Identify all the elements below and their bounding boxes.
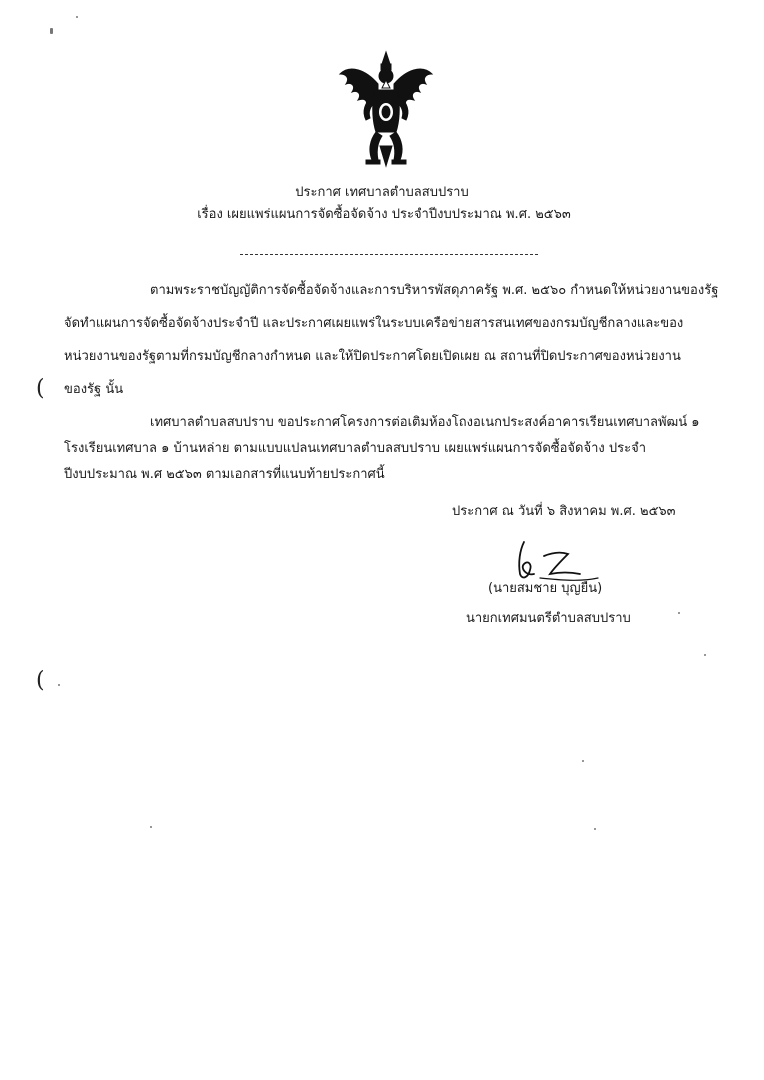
paragraph-2-line-1: เทศบาลตำบลสบปราบ ขอประกาศโครงการต่อเติมห้องโถงอเนกประสงค์อาคารเรียนเทศบาลพัฒน์ ๑ [150,415,700,430]
scan-speck [150,826,152,828]
scan-speck [678,612,680,614]
punch-hole-mark: ( [36,376,45,401]
paragraph-1-line-1: ตามพระราชบัญญัติการจัดซื้อจัดจ้างและการบริหารพัสดุภาครัฐ พ.ศ. ๒๕๖๐ กำหนดให้หน่วยงานของรัฐ [150,283,719,298]
scan-speck [594,828,596,830]
garuda-emblem-icon [336,50,436,168]
scan-speck [58,684,60,686]
signature-image [510,538,602,584]
paragraph-2-line-3: ปีงบประมาณ พ.ศ ๒๕๖๓ ตามเอกสารที่แนบท้ายประกาศนี้ [64,467,385,482]
punch-hole-mark: ( [36,668,45,693]
divider [240,254,538,255]
paragraph-1-line-3: หน่วยงานของรัฐตามที่กรมบัญชีกลางกำหนด และให้ปิดประกาศโดยเปิดเผย ณ สถานที่ปิดประกาศของหน่วยงาน [64,349,681,364]
announcement-title: ประกาศ เทศบาลตำบลสบปราบ [295,185,469,200]
paragraph-2-line-2: โรงเรียนเทศบาล ๑ บ้านหล่าย ตามแบบแปลนเทศบาลตำบลสบปราบ เผยแพร่แผนการจัดซื้อจัดจ้าง ประจำ [64,441,647,456]
paragraph-1-line-2: จัดทำแผนการจัดซื้อจัดจ้างประจำปี และประกาศเผยแพร่ในระบบเครือข่ายสารสนเทศของกรมบัญชีกลางและของ [64,316,684,331]
scan-speck [704,654,706,656]
scan-speck [582,760,584,762]
scan-speck [76,16,78,18]
paragraph-1-line-4: ของรัฐ นั้น [64,382,124,397]
scan-speck [50,28,53,34]
announcement-date: ประกาศ ณ วันที่ ๖ สิงหาคม พ.ศ. ๒๕๖๓ [452,504,676,519]
signer-name: (นายสมชาย บุญยืน) [488,581,603,596]
announcement-subject: เรื่อง เผยแพร่แผนการจัดซื้อจัดจ้าง ประจำปีงบประมาณ พ.ศ. ๒๕๖๓ [197,207,571,222]
signer-title: นายกเทศมนตรีตำบลสบปราบ [466,611,631,626]
